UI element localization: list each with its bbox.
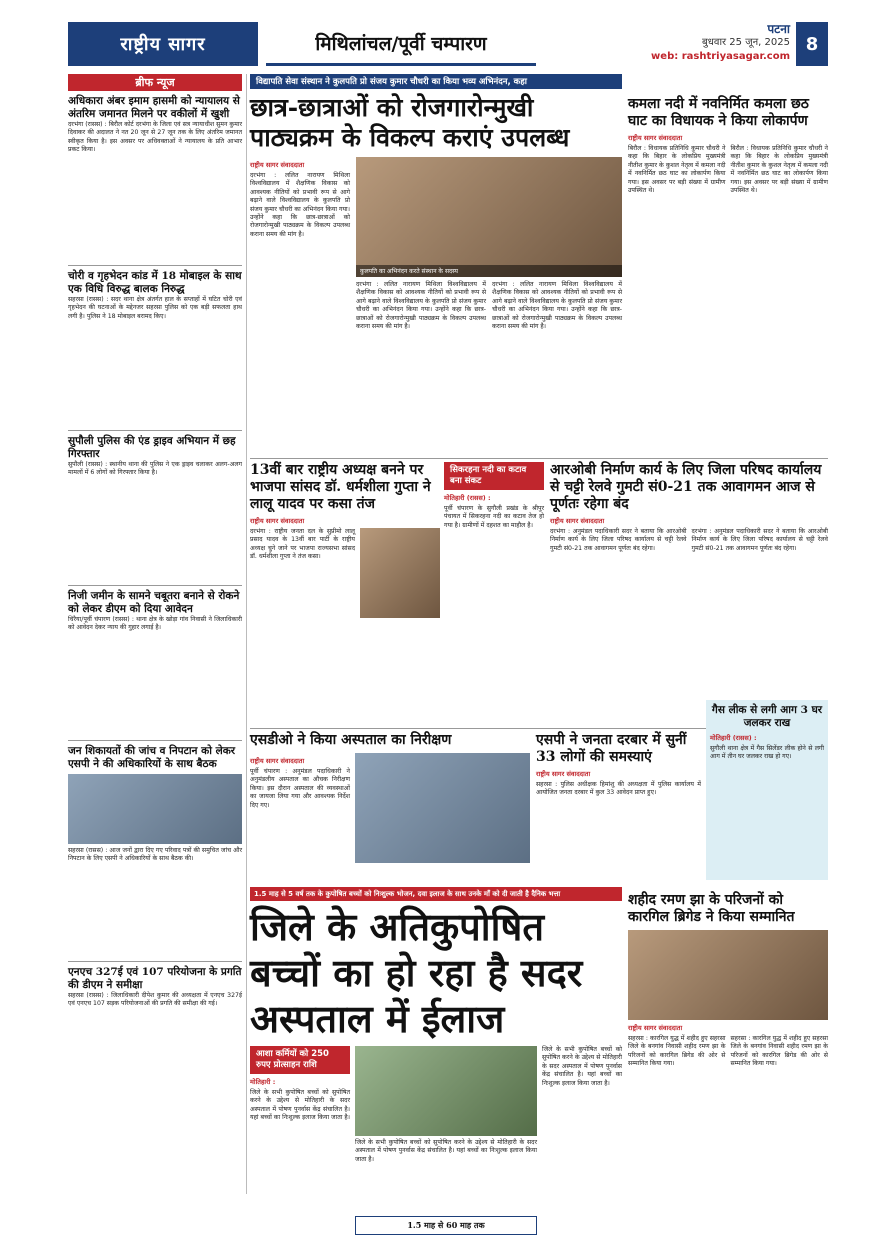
brief-headline-2: चोरी व गृहभेदन कांड में 18 मोबाइल के साथ एक विधि विरुद्ध बालक निरुद्ध <box>68 270 242 295</box>
sdo-byline: राष्ट्रीय सागर संवाददाता <box>250 757 305 765</box>
brief-text-1: दरभंगा (रासस) : बिरौल कोर्ट दरभंगा के जिला एवं सत्र न्यायाधीश सुमन कुमार दिवाकर की अदालत ने नत 20 जून से 27 जून तक के लिए अंतरिम जमानत स्वीकृत किया है। इस अवसर पर अधिवक्ताओं ने न्यायालय के प्रति आभार प्रकट किया। <box>68 121 242 154</box>
brief-text-6: सहरसा (रासस) : जिलाधिकारी दीपेश कुमार की अध्यक्षता में एनएच 327ई एवं एनएच 107 सड़क परियोजनाओं की प्रगति की समीक्षा की गई। <box>68 992 242 1008</box>
brief-text-4: चिरैया/पूर्वी चंपारण (रासस) : थाना क्षेत्र के खोड़ा गांव निवासी ने जिलाधिकारी को आवेदन देकर न्याय की गुहार लगाई है। <box>68 616 242 632</box>
edition-date: बुधवार 25 जून, 2025 <box>702 37 790 48</box>
shahid-text-2: सहरसा : कारगिल युद्ध में शहीद हुए सहरसा जिले के बनगांव निवासी शहीद रमण झा के परिजनों को कारगिल ब्रिगेड की ओर से सम्मानित किया गया। <box>730 1035 828 1068</box>
sp-meeting-photo <box>68 774 242 844</box>
rob-headline: आरओबी निर्माण कार्य के लिए जिला परिषद कार्यालय से चट्टी रेलवे गुमटी सं0-21 तक आवागमन आज से पूर्णतः रहेगा बंद <box>550 462 822 512</box>
gas-story <box>706 700 828 880</box>
edition-city: पटना <box>767 22 790 36</box>
brief-headline-1: अधिकारा अंबर इमाम हासमी को न्यायालय से अंतरिम जमानत मिलने पर वकीलों में खुशी <box>68 95 240 120</box>
brief-news-title: ब्रीफ न्यूज <box>68 74 242 91</box>
strip-text: 1.5 माह से 5 वर्ष तक के कुपोषित बच्चों को निःशुल्क भोजन, दवा इलाज के साथ उनके माँ को दी जाती है दैनिक भत्ता <box>254 889 561 898</box>
kamla-text-1: बिरौल : विधायक प्रतिनिधि कुमार चौधरी ने कहा कि बिहार के लोकप्रिय मुख्यमंत्री नीतीश कुमार के कुशल नेतृत्व में कमला नदी में नवनिर्मित छठ घाट का लोकार्पण किया गया। इस अवसर पर बड़ी संख्या में ग्रामीण उपस्थित थे। <box>628 145 726 195</box>
gas-text: सुगौली थाना क्षेत्र में गैस सिलेंडर लीक होने से लगी आग में तीन घर जलकर राख हो गए। <box>710 745 824 761</box>
brief-headline-5: जन शिकायतों की जांच व निपटान को लेकर एसपी ने की अधिकारियों के साथ बैठक <box>68 745 236 770</box>
kamla-text-2: बिरौल : विधायक प्रतिनिधि कुमार चौधरी ने कहा कि बिहार के लोकप्रिय मुख्यमंत्री नीतीश कुमार के कुशल नेतृत्व में कमला नदी में नवनिर्मित छठ घाट का लोकार्पण किया गया। इस अवसर पर बड़ी संख्या में ग्रामीण उपस्थित थे। <box>730 145 828 195</box>
lead-text-3: दरभंगा : ललित नारायण मिथिला विश्वविद्यालय में शैक्षणिक विकास को आवश्यक नीतियों को प्रभावी रूप से आगे बढ़ाने वाले विश्वविद्यालय के कुलपति प्रो संजय कुमार चौधरी का अभिनंदन किया गया। उन्होंने कहा कि छात्र-छात्राओं को रोजगारोन्मुखी पाठ्यक्रम के विकल्प उपलब्ध कराना समय की मांग है। <box>492 281 622 331</box>
rob-story <box>550 462 828 724</box>
brief-text-3: सुपौली (रासस) : स्थानीय थाना की पुलिस ने एक ड्राइव चलाकर अलग-अलग मामलों में 6 लोगों को गिरफ्तार किया है। <box>68 461 242 477</box>
sp-story <box>536 732 701 882</box>
river-text: पूर्वी चंपारण के सुगौली प्रखंड के श्रीपुर पंचायत में सिकरहना नदी का कटाव तेज हो गया है। ग्रामीणों में दहशत का माहौल है। <box>444 505 544 529</box>
lead-photo-caption: कुलपति का अभिनंदन करते संस्थान के सदस्य <box>356 265 622 277</box>
gas-headline: गैस लीक से लगी आग 3 घर जलकर राख <box>711 704 823 729</box>
brief-text-5: सहरसा (रासस) : आज जनों द्वारा दिए गए परिवाद पत्रों की समुचित जांच और निपटान के लिए एसपी ने अधिकारियों के साथ बैठक की। <box>68 847 242 863</box>
malnutrition-story <box>250 904 622 1230</box>
rjd-headline: 13वीं बार राष्ट्रीय अध्यक्ष बनने पर भाजपा सांसद डॉ. धर्मशीला गुप्ता ने लालू यादव पर कसा तंज <box>250 462 431 512</box>
shahid-text-1: सहरसा : कारगिल युद्ध में शहीद हुए सहरसा जिले के बनगांव निवासी शहीद रमण झा के परिजनों को कारगिल ब्रिगेड की ओर से सम्मानित किया गया। <box>628 1035 726 1068</box>
rob-text-1: दरभंगा : अनुमंडल पदाधिकारी सदर ने बताया कि आरओबी निर्माण कार्य के लिए जिला परिषद कार्यालय से चट्टी रेलवे गुमटी सं0-21 तक आवागमन पूर्णतः बंद रहेगा। <box>550 528 687 552</box>
lead-story <box>250 74 622 454</box>
malnutrition-text-3: जिले के सभी कुपोषित बच्चों को सुपोषित करने के उद्देश्य से मोतिहारी के सदर अस्पताल में पोषण पुनर्वास केंद्र संचालित है। यहां बच्चों का निःशुल्क इलाज किया जाता है। <box>542 1046 622 1087</box>
rob-text-2: दरभंगा : अनुमंडल पदाधिकारी सदर ने बताया कि आरओबी निर्माण कार्य के लिए जिला परिषद कार्यालय से चट्टी रेलवे गुमटी सं0-21 तक आवागमन पूर्णतः बंद रहेगा। <box>691 528 828 552</box>
malnutrition-text-2: जिले के सभी कुपोषित बच्चों को सुपोषित करने के उद्देश्य से मोतिहारी के सदर अस्पताल में पोषण पुनर्वास केंद्र संचालित है। यहां बच्चों का निःशुल्क इलाज किया जाता है। <box>355 1139 537 1163</box>
sp-text: सहरसा : पुलिस अधीक्षक हिमांशु की अध्यक्षता में पुलिस कार्यालय में आयोजित जनता दरबार में कुल 33 आवेदन प्राप्त हुए। <box>536 781 701 797</box>
lead-text-2: दरभंगा : ललित नारायण मिथिला विश्वविद्यालय में शैक्षणिक विकास को आवश्यक नीतियों को प्रभावी रूप से आगे बढ़ाने वाले विश्वविद्यालय के कुलपति प्रो संजय कुमार चौधरी का अभिनंदन किया गया। उन्होंने कहा कि छात्र-छात्राओं को रोजगारोन्मुखी पाठ्यक्रम के विकल्प उपलब्ध कराना समय की मांग है। <box>356 281 486 331</box>
hospital-building-photo <box>355 1046 537 1136</box>
masthead-info <box>540 22 790 66</box>
lead-byline: राष्ट्रीय सागर संवाददाता <box>250 161 305 169</box>
malnutrition-headline: जिले के अतिकुपोषित बच्चों का हो रहा है सदर अस्पताल में ईलाज <box>250 904 583 1041</box>
malnutrition-byline: मोतिहारी : <box>250 1078 276 1086</box>
lead-kicker: विद्यापति सेवा संस्थान ने कुलपति प्रो संजय कुमार चौधरी का किया भव्य अभिनंदन, कहा <box>250 74 622 89</box>
rjd-byline: राष्ट्रीय सागर संवाददाता <box>250 517 305 525</box>
sdo-text-1: पूर्वी चंपारण : अनुमंडल पदाधिकारी ने अनुमंडलीय अस्पताल का औचक निरीक्षण किया। इस दौरान अस्पताल की व्यवस्थाओं का जायजा लिया गया और आवश्यक निर्देश दिए गए। <box>250 768 350 809</box>
river-headline: सिकरहना नदी का कटाव बना संकट <box>444 462 544 490</box>
brief-headline-4: निजी जमीन के सामने चबूतरा बनाने से रोकने को लेकर डीएम को दिया आवेदन <box>68 590 240 615</box>
gas-byline: मोतिहारी (रासस) : <box>710 734 757 742</box>
sdo-story <box>250 732 530 882</box>
brief-text-2: सहरसा (रासस) : सदर थाना क्षेत्र अंतर्गत हाल के सप्ताहों में घटित चोरी एवं गृहभेदन की घटनाओं के मद्देनजर सहरसा पुलिस को एक बड़ी सफलता हाथ लगी है। पुलिस ने 18 मोबाइल बरामद किए। <box>68 296 242 320</box>
shahid-headline: शहीद रमण झा के परिजनों को कारगिल ब्रिगेड ने किया सम्मानित <box>628 892 795 925</box>
sp-byline: राष्ट्रीय सागर संवाददाता <box>536 770 591 778</box>
malnutrition-box-text: 1.5 माह से 60 माह तक <box>407 1220 485 1230</box>
rob-byline: राष्ट्रीय सागर संवाददाता <box>550 517 605 525</box>
masthead <box>68 22 828 72</box>
river-story <box>444 462 544 724</box>
newspaper-logo: राष्ट्रीय सागर <box>68 22 258 66</box>
river-byline: मोतिहारी (रासस) : <box>444 494 491 502</box>
rjd-story <box>250 462 440 724</box>
lead-text-1: दरभंगा : ललित नारायण मिथिला विश्वविद्यालय में शैक्षणिक विकास को आवश्यक नीतियों को प्रभावी रूप से आगे बढ़ाने वाले विश्वविद्यालय के कुलपति प्रो संजय कुमार चौधरी का अभिनंदन किया गया। उन्होंने कहा कि छात्र-छात्राओं को रोजगारोन्मुखी पाठ्यक्रम के विकल्प उपलब्ध कराना समय की मांग है। <box>250 172 350 238</box>
page-number: 8 <box>796 22 828 66</box>
brief-news-column <box>68 74 242 1194</box>
section-title: मिथिलांचल/पूर्वी चम्पारण <box>266 22 536 66</box>
lead-headline: छात्र-छात्राओं को रोजगारोन्मुखी पाठ्यक्रम के विकल्प कराएं उपलब्ध <box>250 93 570 152</box>
hospital-inspection-photo <box>355 753 530 863</box>
sdo-headline: एसडीओ ने किया अस्पताल का निरीक्षण <box>250 732 452 748</box>
shahid-story <box>628 892 828 1192</box>
ceremony-photo <box>628 930 828 1020</box>
sp-headline: एसपी ने जनता दरबार में सुनीं 33 लोगों की समस्याएं <box>536 732 687 765</box>
mp-portrait-photo <box>360 528 440 618</box>
malnutrition-subhead: आशा कर्मियों को 250 रुपए प्रोत्साहन राशि <box>250 1046 350 1074</box>
lead-photo <box>356 157 622 277</box>
malnutrition-text-1: जिले के सभी कुपोषित बच्चों को सुपोषित करने के उद्देश्य से मोतिहारी के सदर अस्पताल में पोषण पुनर्वास केंद्र संचालित है। यहां बच्चों का निःशुल्क इलाज किया जाता है। <box>250 1089 350 1122</box>
malnutrition-strip <box>250 887 622 901</box>
rjd-text-1: दरभंगा : राष्ट्रीय जनता दल के सुप्रीमो लालू प्रसाद यादव के 13वीं बार पार्टी के राष्ट्रीय अध्यक्ष चुने जाने पर भाजपा राज्यसभा सांसद डॉ. धर्मशीला गुप्ता ने तंज कसा। <box>250 528 355 561</box>
shahid-byline: राष्ट्रीय सागर संवाददाता <box>628 1024 683 1032</box>
kamla-byline: राष्ट्रीय सागर संवाददाता <box>628 134 683 142</box>
kamla-story <box>628 96 828 456</box>
kamla-headline: कमला नदी में नवनिर्मित कमला छठ घाट का विधायक ने किया लोकार्पण <box>628 96 809 129</box>
brief-headline-3: सुपौली पुलिस की एंड ड्राइव अभियान में छह गिरफ्तार <box>68 435 236 460</box>
brief-headline-6: एनएच 327ई एवं 107 परियोजना के प्रगति की डीएम ने समीक्षा <box>68 966 242 991</box>
malnutrition-box <box>355 1216 537 1235</box>
website: web: rashtriyasagar.com <box>651 51 790 62</box>
